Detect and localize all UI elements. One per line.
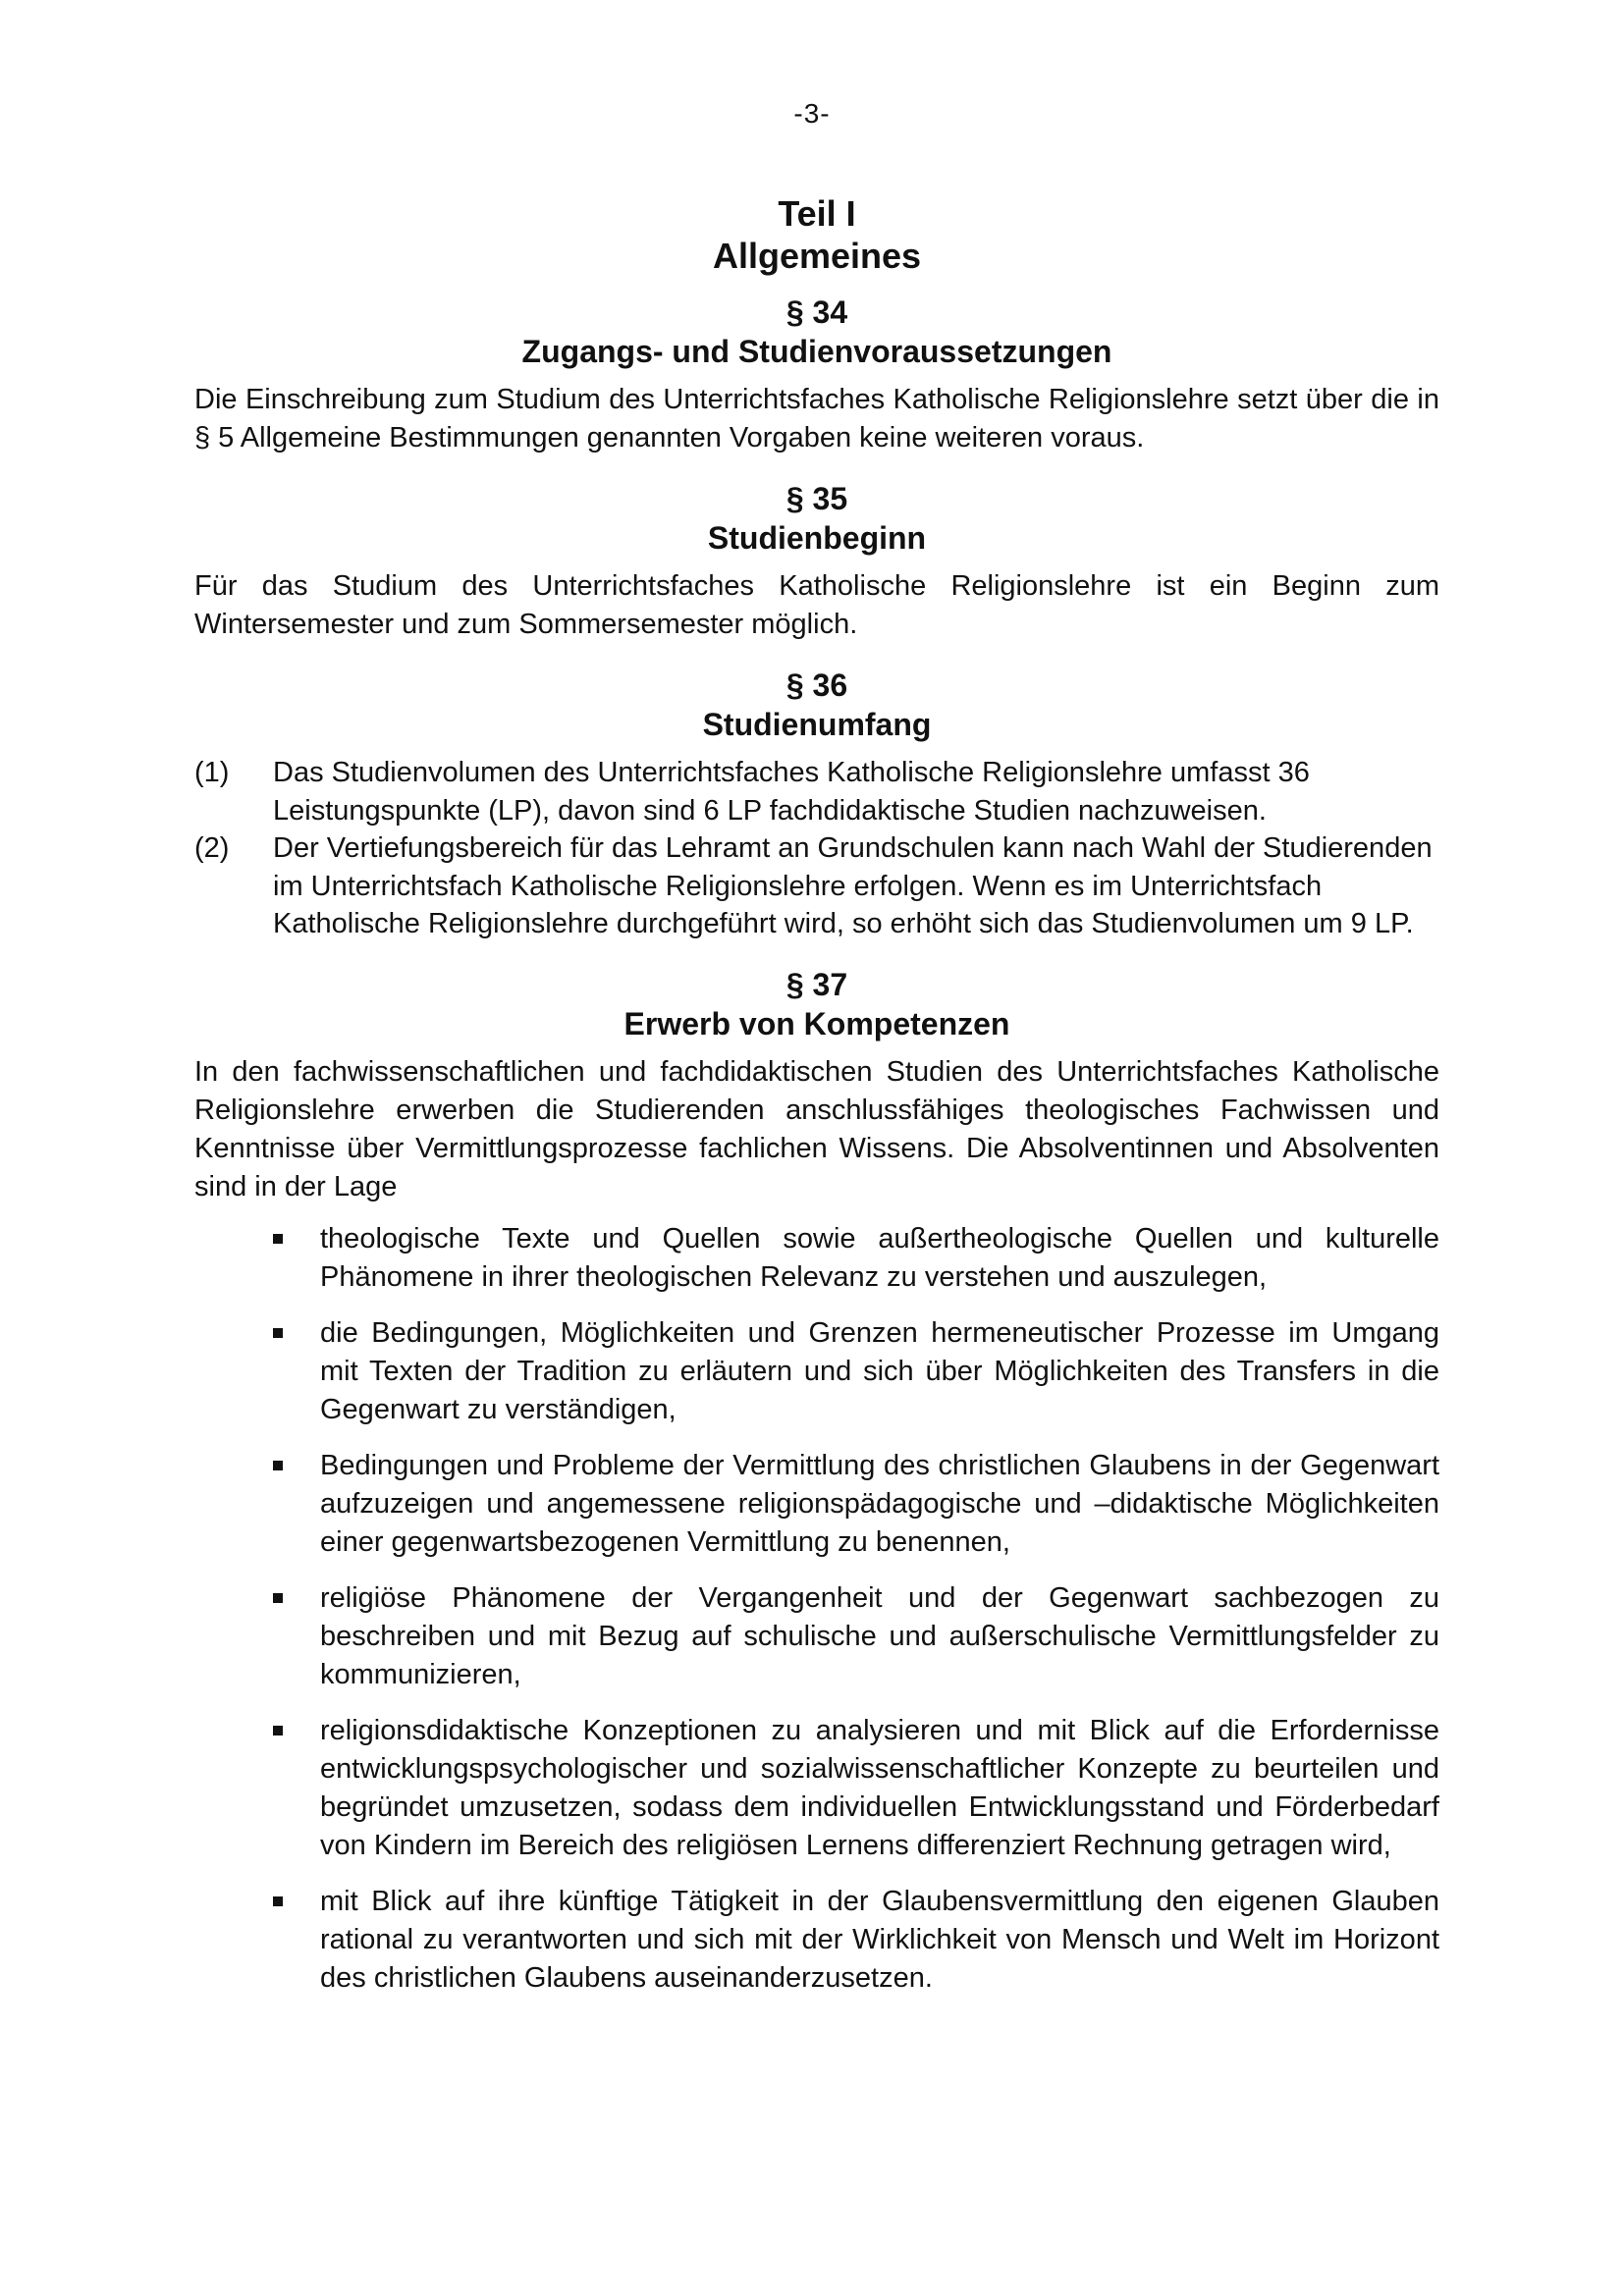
section-number: § 34 — [785, 294, 848, 330]
list-item-text: Bedingungen und Probleme der Vermittlung des christlichen Glaubens in der Gegenwart aufzuzeigen und angemessene religionspädagogische und –didaktische Möglichkeiten einer gegenwartsbezogenen Vermittlung zu benennen, — [320, 1449, 1439, 1558]
square-bullet-icon — [273, 1883, 320, 1998]
list-item — [273, 1220, 1439, 1297]
page-number: -3- — [793, 98, 831, 129]
section-34-text: Die Einschreibung zum Studium des Unterrichtsfaches Katholische Religionslehre setzt über die in § 5 Allgemeine Bestimmungen genannten Vorgaben keine weiteren voraus. — [194, 384, 1439, 454]
paragraph-text: Der Vertiefungsbereich für das Lehramt an Grundschulen kann nach Wahl der Studierenden im Unterrichtsfach Katholische Religionslehre erfolgen. Wenn es im Unterrichtsfach Katholische Religionslehre durchgeführt wird, so erhöht sich das Studienvolumen um 9 LP. — [273, 832, 1433, 939]
section-36-list — [194, 754, 1439, 943]
page-content — [194, 192, 1439, 2015]
numbered-paragraph — [194, 829, 1439, 943]
list-item-text: religiöse Phänomene der Vergangenheit und der Gegenwart sachbezogen zu beschreiben und mit Bezug auf schulische und außerschulische Vermittlungsfelder zu kommunizieren, — [320, 1581, 1439, 1690]
section-34-heading — [194, 293, 1439, 371]
section-title: Zugangs- und Studienvoraussetzungen — [521, 334, 1112, 369]
section-title: Studienumfang — [702, 707, 932, 742]
list-item — [273, 1579, 1439, 1694]
paragraph-text: Das Studienvolumen des Unterrichtsfaches Katholische Religionslehre umfasst 36 Leistungspunkte (LP), davon sind 6 LP fachdidaktische Studien nachzuweisen. — [273, 757, 1310, 827]
list-item-text: religionsdidaktische Konzeptionen zu analysieren und mit Blick auf die Erfordernisse entwicklungspsychologischer und sozialwissenschaftlicher Konzepte zu beurteilen und begründet umzusetzen, sodass dem individuellen Entwicklungsstand und Förderbedarf von Kindern im Bereich des religiösen Lernens differenziert Rechnung getragen wird, — [320, 1714, 1439, 1861]
part-heading — [194, 192, 1439, 277]
square-bullet-icon — [273, 1712, 320, 1865]
paragraph-number: (2) — [194, 832, 230, 864]
section-37-heading — [194, 965, 1439, 1043]
section-36-heading — [194, 666, 1439, 744]
list-item-text: theologische Texte und Quellen sowie außertheologische Quellen und kulturelle Phänomene in ihrer theologischen Relevanz zu verstehen und auszulegen, — [320, 1222, 1439, 1293]
square-bullet-icon — [273, 1220, 320, 1297]
square-bullet-icon — [273, 1314, 320, 1429]
list-item — [273, 1712, 1439, 1865]
section-37-text: In den fachwissenschaftlichen und fachdidaktischen Studien des Unterrichtsfaches Katholische Religionslehre erwerben die Studierenden anschlussfähiges theologisches Fachwissen und Kenntnisse über Vermittlungsprozesse fachlichen Wissens. Die Absolventinnen und Absolventen sind in der Lage — [194, 1055, 1439, 1202]
list-item-text: die Bedingungen, Möglichkeiten und Grenzen hermeneutischer Prozesse im Umgang mit Texten der Tradition zu erläutern und sich über Möglichkeiten des Transfers in die Gegenwart zu verständigen, — [320, 1316, 1439, 1425]
section-35-heading — [194, 479, 1439, 558]
section-35-text: Für das Studium des Unterrichtsfaches Katholische Religionslehre ist ein Beginn zum Wintersemester und zum Sommersemester möglich. — [194, 570, 1439, 640]
numbered-paragraph — [194, 754, 1439, 829]
square-bullet-icon — [273, 1447, 320, 1562]
section-title: Erwerb von Kompetenzen — [623, 1005, 1010, 1041]
section-number: § 35 — [785, 481, 848, 516]
square-bullet-icon — [273, 1579, 320, 1694]
section-title: Studienbeginn — [707, 520, 927, 556]
list-item-text: mit Blick auf ihre künftige Tätigkeit in der Glaubensvermittlung den eigenen Glauben rational zu verantworten und sich mit der Wirklichkeit von Mensch und Welt im Horizont des christlichen Glaubens auseinanderzusetzen. — [320, 1885, 1439, 1994]
competence-list — [194, 1220, 1439, 1998]
paragraph-number: (1) — [194, 757, 230, 788]
section-number: § 37 — [785, 966, 848, 1002]
list-item — [273, 1447, 1439, 1562]
part-title: Allgemeines — [712, 236, 922, 276]
part-number: Teil I — [778, 193, 856, 234]
list-item — [273, 1883, 1439, 1998]
list-item — [273, 1314, 1439, 1429]
section-number: § 36 — [785, 667, 848, 703]
